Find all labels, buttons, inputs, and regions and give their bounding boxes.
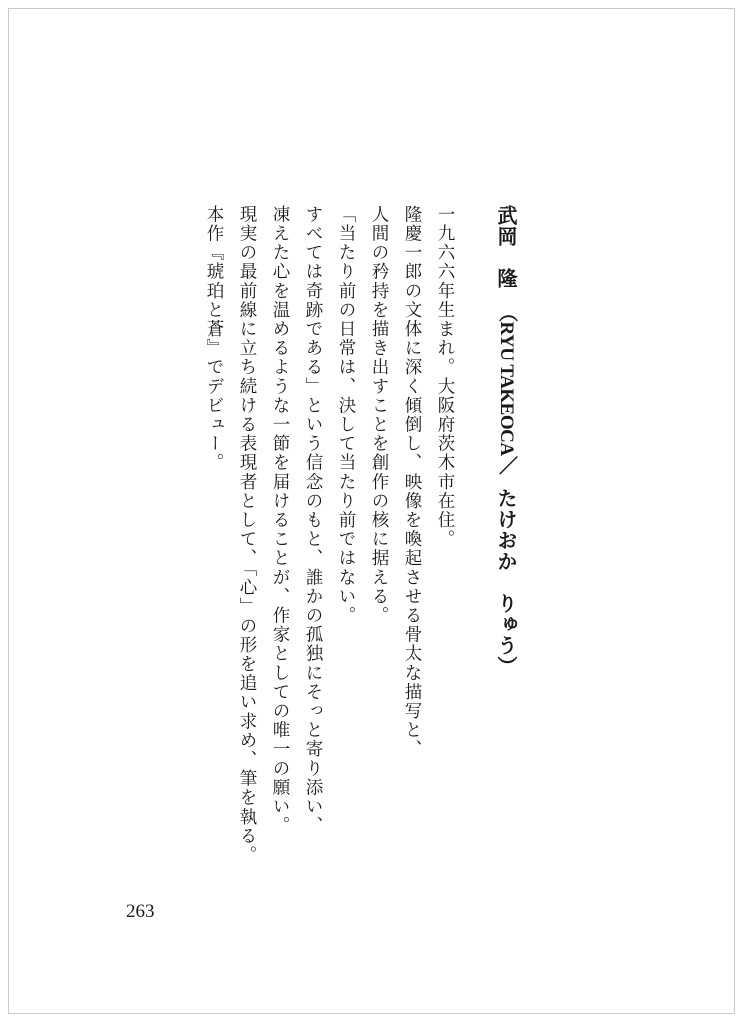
bio-line: 本作『琥珀と蒼』でデビュー。 (204, 205, 224, 473)
bio-line: すべては奇跡である」という信念のもと、誰かの孤独にそっと寄り添い、 (303, 205, 323, 836)
bio-line: 凍えた心を温めるような一節を届けることが、作家としての唯一の願い。 (270, 205, 290, 836)
book-page (8, 8, 735, 1014)
bio-line: 「当たり前の日常は、決して当たり前ではない。 (336, 205, 356, 626)
author-kana: たけおか りゅう） (494, 488, 518, 678)
bio-line: 隆慶一郎の文体に深く傾倒し、映像を喚起させる骨太な描写と、 (402, 205, 422, 759)
author-romaji: （RYU TAKEOCA／ (496, 303, 517, 475)
bio-line: 現実の最前線に立ち続ける表現者として、「心」の形を追い求め、筆を執る。 (237, 205, 257, 865)
page-number: 263 (126, 901, 155, 922)
bio-line: 人間の矜持を描き出すことを創作の核に据える。 (369, 205, 389, 626)
bio-line: 一九六六年生まれ。大阪府茨木市在住。 (435, 205, 455, 549)
author-name: 武岡 隆 (494, 205, 518, 289)
author-heading (491, 205, 521, 905)
author-profile (197, 205, 521, 905)
